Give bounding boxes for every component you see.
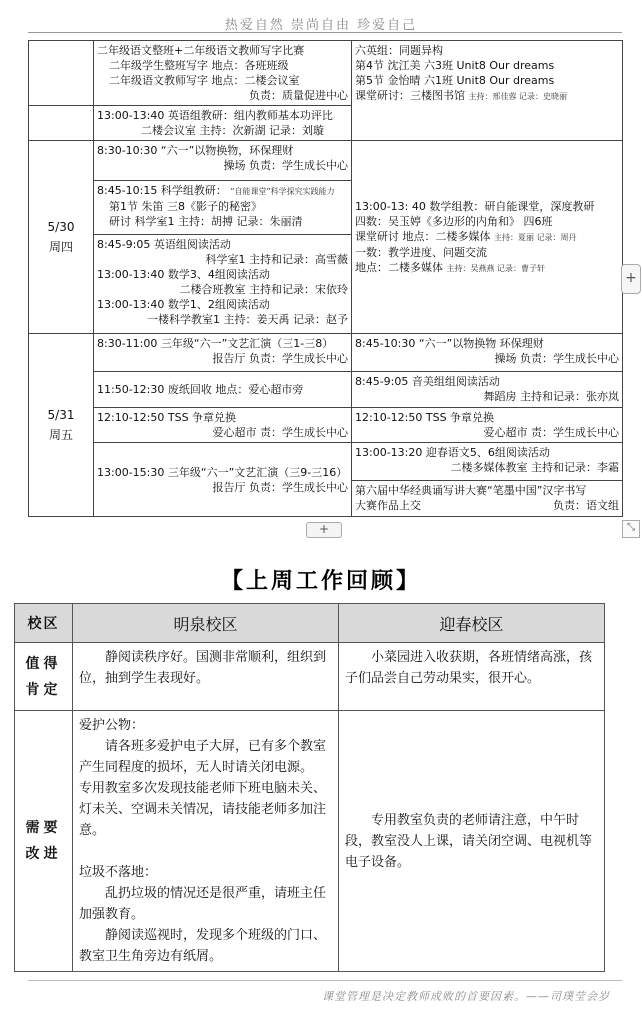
row-header-improve	[15, 711, 73, 972]
schedule-cell[interactable]	[352, 141, 623, 334]
event-detail: 第1节 朱笛 三8《影子的秘密》	[109, 200, 262, 213]
event-title: 13:00-13:40 英语组教研：组内教师基本功评比	[97, 109, 333, 122]
praise-label: 值得肯定	[25, 655, 62, 698]
schedule-cell[interactable]	[94, 106, 352, 141]
event-title: 8:30-10:30 “六一”以物换物，环保理财	[97, 144, 294, 157]
event-title: 13:00-13:40 数学3、4组阅读活动	[97, 268, 270, 281]
schedule-cell[interactable]	[94, 408, 352, 443]
day-weekday: 周四	[48, 240, 73, 254]
event-owner: 操场 负责：学生成长中心	[223, 159, 348, 172]
event-owner: 操场 负责：学生成长中心	[494, 352, 619, 365]
schedule-cell[interactable]	[94, 334, 352, 372]
event-detail: 研讨 科学室1 主持：胡搏 记录：朱丽清	[109, 215, 303, 228]
add-column-button[interactable]: +	[621, 264, 641, 294]
event-owner: 主持：夏丽 记录：周丹	[494, 232, 577, 242]
improve-heading: 爱护公物：	[79, 718, 145, 733]
praise-mingquan: 静阅读秩序好。国测非常顺利，组织到位，抽到学生表现好。	[79, 650, 327, 686]
event-detail: 舞蹈房 主持和记录：张亦岚	[483, 390, 619, 403]
row-header-praise	[15, 643, 73, 711]
schedule-cell[interactable]	[352, 372, 623, 408]
weekly-schedule-table	[28, 40, 623, 517]
event-title: 13:00-13:40 数学1、2组阅读活动	[97, 298, 270, 311]
praise-yingchun: 小菜园进入收获期，各班情绪高涨，孩子们品尝自己劳动果实，很开心。	[345, 650, 593, 686]
improve-label: 需要改进	[25, 820, 62, 862]
improve-paragraph: 专用教室多次发现技能老师下班电脑未关、灯未关、空调未关情况，请技能老师多加注意。	[79, 781, 327, 838]
event-owner: 负责：质量促进中心	[249, 89, 348, 102]
schedule-cell[interactable]	[94, 443, 352, 517]
day-date: 5/31	[47, 408, 75, 422]
event-owner: 爱心超市 责：学生成长中心	[212, 426, 348, 439]
event-title: 8:30-11:00 三年级“六一”文艺汇演（三1-三8）	[97, 337, 334, 350]
event-owner: 爱心超市 责：学生成长中心	[483, 426, 619, 439]
event-owner: 主持：吴燕燕 记录：曹子轩	[446, 263, 546, 273]
event-detail: 四数：吴玉婷《多边形的内角和》 四6班	[355, 214, 553, 228]
event-owner: 负责：语文组	[553, 499, 619, 512]
event-title: 13:00-13:20 迎春语文5、6组阅读活动	[355, 446, 550, 459]
day-cell-continued	[29, 41, 94, 106]
event-title: 第六届中华经典诵写讲大赛“笔墨中国”汉字书写	[355, 484, 587, 497]
event-detail: 一数：教学进度、问题交流	[355, 245, 487, 259]
event-owner: 主持：邢佳蓉 记录：史晓丽	[468, 92, 568, 101]
event-detail: 二年级学生整班写字 地点：各班班级	[109, 59, 289, 72]
schedule-cell[interactable]	[94, 141, 352, 181]
header-motto: 热爱自然 崇尚自由 珍爱自己	[224, 18, 418, 33]
event-owner: 报告厅 负责：学生成长中心	[212, 352, 348, 365]
event-title: 8:45-9:05 音美组组阅读活动	[355, 375, 500, 388]
improve-paragraph: 请各班多爱护电子大屏，已有多个教室产生同程度的损坏，无人时请关闭电源。	[79, 739, 327, 775]
event-location: 课堂研讨：三楼图书馆	[355, 89, 465, 102]
event-location: 课堂研讨 地点：二楼多媒体	[355, 229, 491, 243]
event-title: 二年级语文整班+二年级语文教师写字比赛	[97, 44, 305, 57]
day-weekday: 周五	[48, 428, 73, 442]
event-detail: 二年级语文教师写字 地点：二楼会议室	[109, 74, 300, 87]
event-detail: 大赛作品上交	[355, 499, 421, 512]
column-header-yingchun: 迎春校区	[339, 604, 605, 643]
event-detail: 一楼科学教室1 主持：姜天禹 记录：赵予	[147, 313, 348, 326]
event-title: 13:00-15:30 三年级“六一”文艺汇演（三9-三16）	[97, 465, 348, 479]
schedule-cell[interactable]	[94, 181, 352, 235]
last-week-review-table	[14, 603, 605, 972]
event-title: 13:00-13: 40 数学组教：研自能课堂，深度教研	[355, 199, 595, 213]
schedule-cell[interactable]	[94, 372, 352, 408]
event-title: 8:45-10:15 科学组教研：	[97, 184, 227, 197]
day-cell-friday	[29, 334, 94, 517]
event-detail: 第5节 金怡晴 六1班 Unit8 Our dreams	[355, 74, 555, 87]
event-detail: 科学室1 主持和记录：高雪薇	[205, 253, 348, 266]
event-title: 11:50-12:30 废纸回收 地点：爱心超市旁	[97, 383, 304, 396]
event-title: 8:45-9:05 英语组阅读活动	[97, 238, 231, 251]
footer-motto: 课堂管理是决定教师成败的首要因素。——司璞莹会岁	[322, 990, 610, 1003]
event-detail: 第4节 沈江美 六3班 Unit8 Our dreams	[355, 59, 555, 72]
schedule-cell[interactable]	[352, 408, 623, 443]
review-cell[interactable]	[73, 643, 339, 711]
review-cell[interactable]	[339, 643, 605, 711]
event-location: 地点：二楼多媒体	[355, 260, 443, 274]
table-resize-handle[interactable]: ⤡	[622, 520, 640, 538]
footer-divider	[28, 980, 622, 981]
column-header-mingquan: 明泉校区	[73, 604, 339, 643]
improve-heading: 垃圾不落地：	[79, 865, 158, 880]
section-title: 【上周工作回顾】	[220, 568, 421, 594]
schedule-cell[interactable]	[352, 41, 623, 141]
event-detail: 二楼多媒体教室 主持和记录：李霜	[450, 461, 619, 474]
column-header-campus: 校区	[15, 604, 73, 643]
event-title: 12:10-12:50 TSS 争章兑换	[97, 411, 237, 424]
day-cell-continued	[29, 106, 94, 141]
header-divider	[28, 32, 622, 33]
event-title: 12:10-12:50 TSS 争章兑换	[355, 411, 495, 424]
review-cell[interactable]	[339, 711, 605, 972]
day-date: 5/30	[47, 220, 75, 234]
event-detail: 二楼会议室 主持：次新湖 记录：刘璇	[141, 124, 324, 137]
schedule-cell[interactable]	[352, 334, 623, 372]
schedule-cell[interactable]	[352, 481, 623, 517]
event-detail: 二楼合班教室 主持和记录：宋依玲	[179, 283, 348, 296]
review-cell[interactable]	[73, 711, 339, 972]
event-title: 六英组：同题异构	[355, 44, 443, 57]
add-row-button[interactable]: +	[306, 522, 342, 538]
improve-paragraph: 静阅读巡视时，发现多个班级的门口、教室卫生角旁边有纸屑。	[79, 928, 327, 964]
schedule-cell[interactable]	[94, 235, 352, 334]
improve-yingchun: 专用教室负责的老师请注意，中午时段，教室没人上课，请关闭空调、电视机等电子设备。	[345, 812, 593, 870]
schedule-cell[interactable]	[352, 443, 623, 481]
schedule-cell[interactable]	[94, 41, 352, 106]
event-title: 8:45-10:30 “六一”以物换物 环保理财	[355, 337, 544, 350]
improve-paragraph: 乱扔垃圾的情况还是很严重，请班主任加强教育。	[79, 886, 327, 922]
event-tag: “自能课堂”科学探究实践能力	[230, 187, 335, 196]
day-cell-thursday	[29, 141, 94, 334]
event-owner: 报告厅 负责：学生成长中心	[212, 480, 348, 494]
